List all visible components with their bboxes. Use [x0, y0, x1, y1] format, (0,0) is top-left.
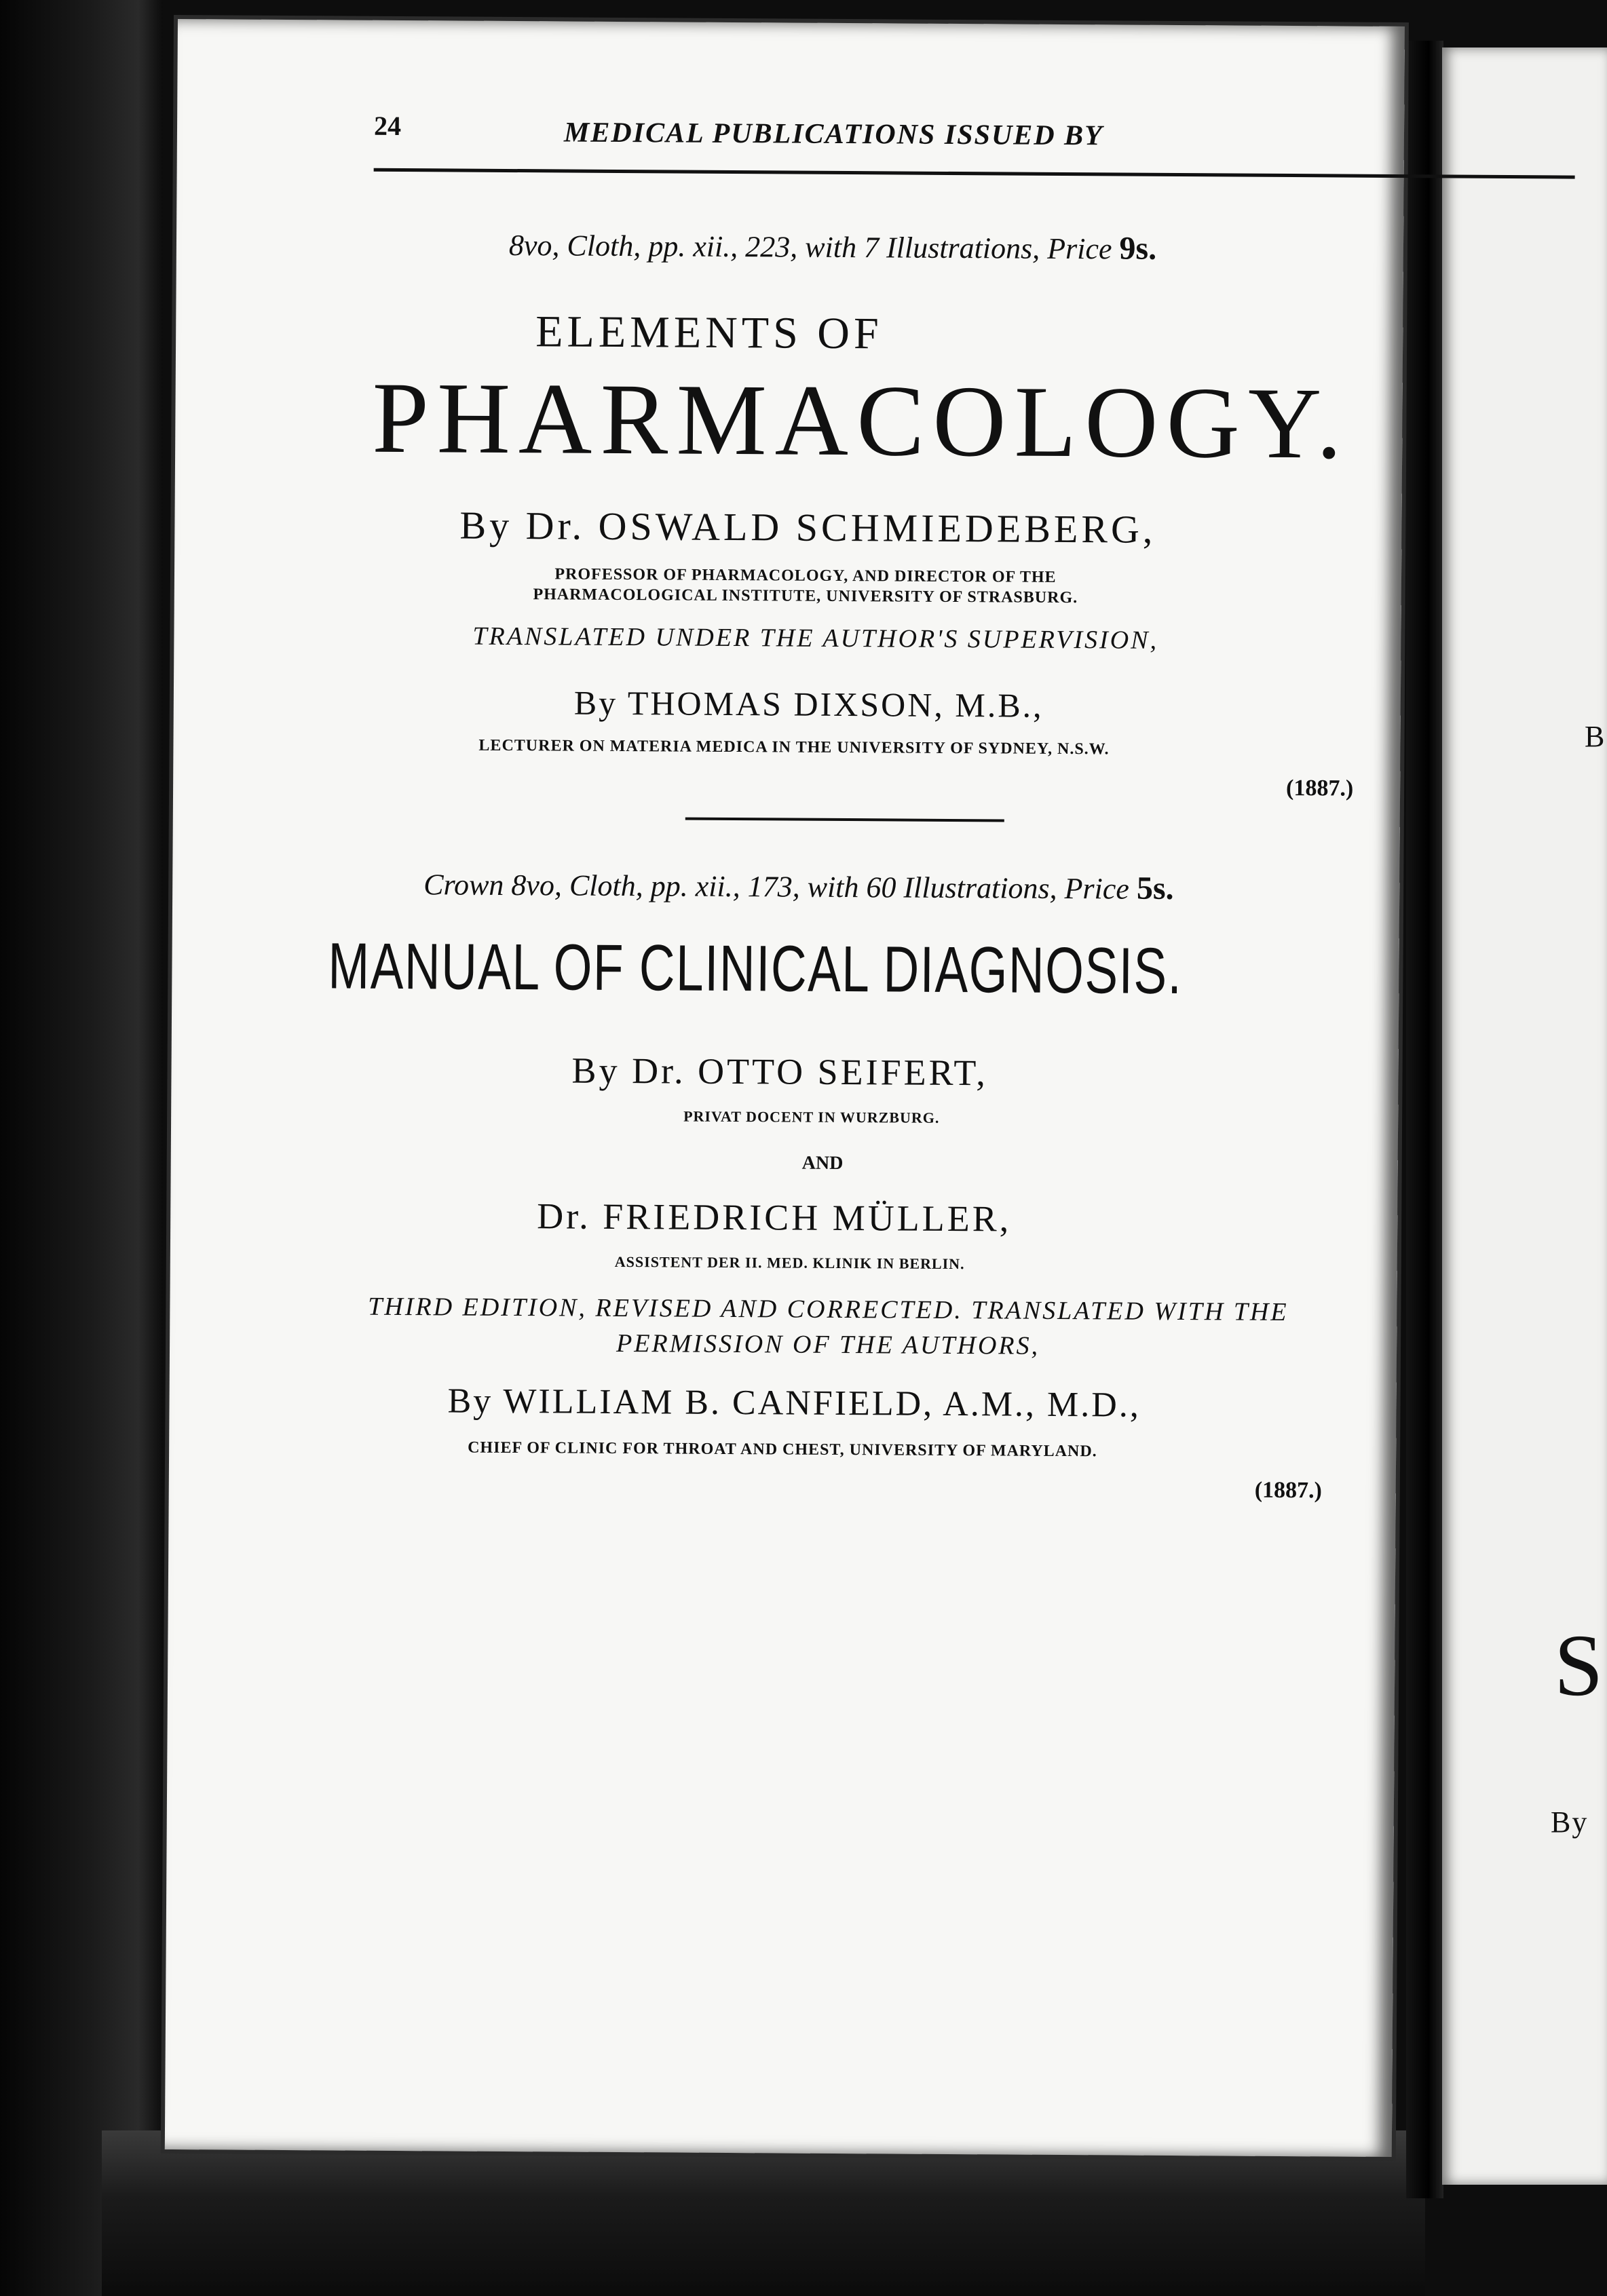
right-page — [1442, 47, 1607, 2185]
section-separator — [685, 818, 1004, 822]
header-rule — [374, 168, 1575, 179]
book1-publication-info — [509, 226, 1157, 267]
page-number: 24 — [373, 110, 402, 142]
book2-translator: WILLIAM B. CANFIELD, A.M., M.D., — [503, 1381, 1141, 1425]
right-page-fragment: B — [1585, 720, 1605, 753]
book1-year: (1887.) — [1285, 775, 1354, 801]
left-page — [165, 19, 1405, 2157]
book-gutter — [1406, 41, 1443, 2198]
book2-author2-note: ASSISTENT DER II. MED. KLINIK IN BERLIN. — [614, 1252, 965, 1273]
right-page-fragment: S — [1554, 1617, 1604, 1715]
book1-author-note: PROFESSOR OF PHARMACOLOGY, AND DIRECTOR OF THE PHARMACOLOGICAL INSTITUTE, UNIVERSITY OF STRASBURG. — [533, 565, 1078, 607]
book1-price: 9s. — [1119, 230, 1157, 267]
book1-pubinfo-text: 8vo, Cloth, pp. xii., 223, with 7 Illustrations, Price — [508, 228, 1112, 266]
book2-edition-note: THIRD EDITION, REVISED AND CORRECTED. TRANSLATED WITH THE PERMISSION OF THE AUTHORS, — [368, 1292, 1289, 1360]
book2-translator-line — [447, 1381, 1141, 1425]
book2-author1: Dr. OTTO SEIFERT, — [631, 1050, 989, 1094]
book2-publication-info — [423, 865, 1174, 907]
book1-translator: THOMAS DIXSON, M.B., — [627, 684, 1044, 725]
book1-title: PHARMACOLOGY. — [371, 361, 1350, 480]
book2-author2: Dr. FRIEDRICH MÜLLER, — [537, 1195, 1012, 1240]
book2-author1-note: PRIVAT DOCENT IN WURZBURG. — [683, 1107, 940, 1126]
book1-translator-line — [574, 683, 1044, 725]
book1-translator-note: LECTURER ON MATERIA MEDICA IN THE UNIVERSITY OF SYDNEY, N.S.W. — [478, 736, 1110, 759]
book2-author1-line — [571, 1050, 988, 1094]
book-spine — [0, 0, 163, 2296]
book1-author-line — [459, 503, 1156, 552]
book2-title: MANUAL OF CLINICAL DIAGNOSIS. — [328, 930, 1183, 1008]
book1-title-small: ELEMENTS OF — [535, 307, 883, 359]
book2-price: 5s. — [1136, 870, 1174, 906]
book1-author: Dr. OSWALD SCHMIEDEBERG, — [525, 503, 1156, 552]
book1-translator-by: By — [573, 683, 618, 722]
running-header: MEDICAL PUBLICATIONS ISSUED BY — [563, 117, 1103, 152]
book2-pubinfo-text: Crown 8vo, Cloth, pp. xii., 173, with 60 Illustrations, Price — [423, 868, 1130, 906]
book1-translated-note: TRANSLATED UNDER THE AUTHOR'S SUPERVISION, — [472, 621, 1159, 655]
book2-translator-note: CHIEF OF CLINIC FOR THROAT AND CHEST, UNIVERSITY OF MARYLAND. — [468, 1438, 1097, 1461]
right-page-fragment: By — [1551, 1805, 1589, 1839]
book2-year: (1887.) — [1254, 1477, 1323, 1504]
book2-translator-by: By — [447, 1381, 493, 1421]
book1-by: By — [459, 503, 513, 548]
book2-by: By — [571, 1050, 620, 1092]
book2-and: AND — [801, 1152, 844, 1174]
